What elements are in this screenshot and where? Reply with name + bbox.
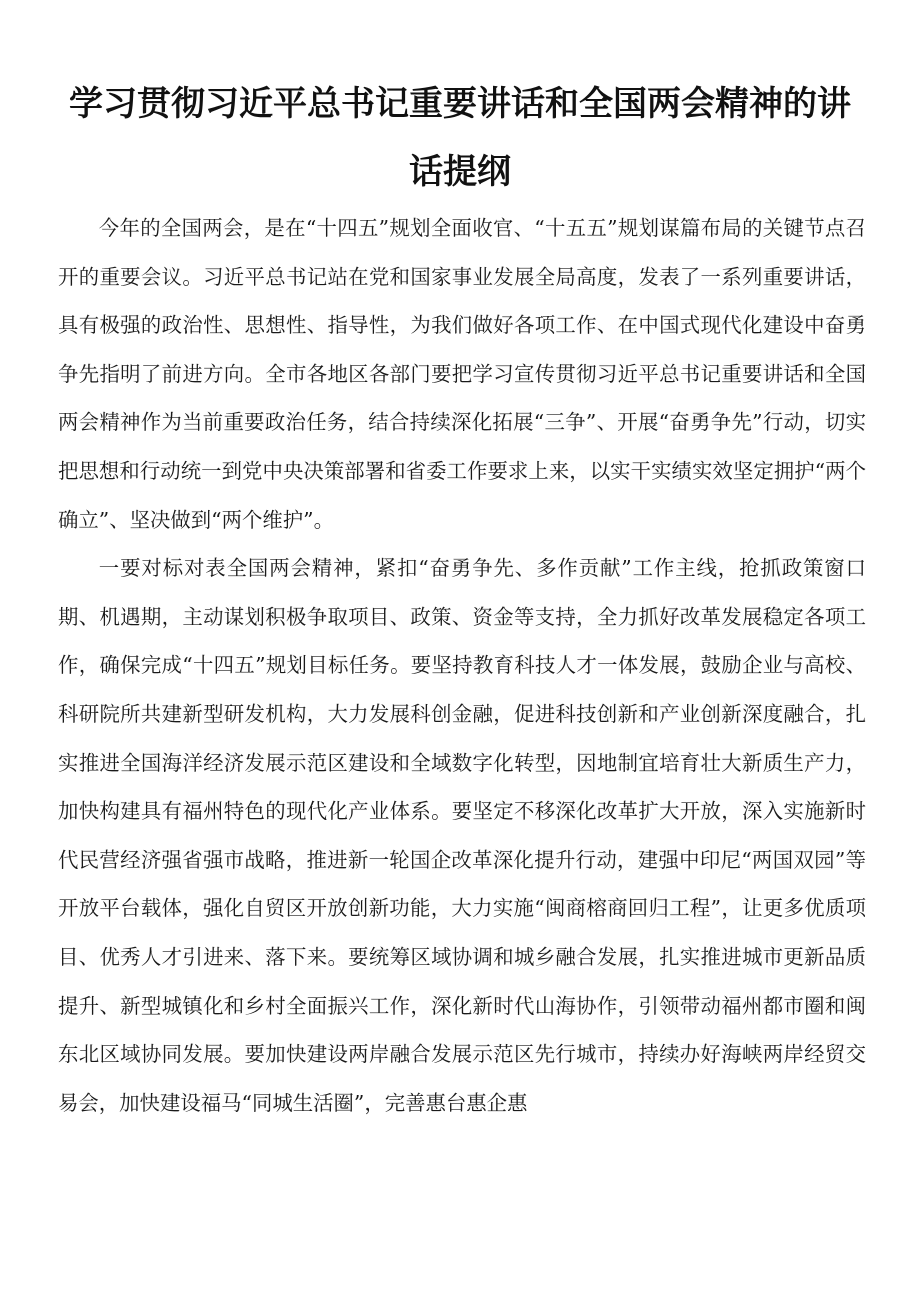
paragraph-intro: 今年的全国两会，是在“十四五”规划全面收官、“十五五”规划谋篇布局的关键节点召开的重要会议。习近平总书记站在党和国家事业发展全局高度，发表了一系列重要讲话，具有极强的政治性、思想性、指导性，为我们做好各项工作、在中国式现代化建设中奋勇争先指明了前进方向。全市各地区各部门要把学习宣传贯彻习近平总书记重要讲话和全国两会精神作为当前重要政治任务，结合持续深化拓展“三争”、开展“奋勇争先”行动，切实把思想和行动统一到党中央决策部署和省委工作要求上来，以实干实绩实效坚定拥护“两个确立”、坚决做到“两个维护”。 [58, 216, 866, 532]
document-title: 学习贯彻习近平总书记重要讲话和全国两会精神的讲话提纲 [69, 84, 851, 192]
document-body [58, 204, 866, 1127]
paragraph-point-one: 一要对标对表全国两会精神，紧扣“奋勇争先、多作贡献”工作主线，抢抓政策窗口期、机遇期，主动谋划积极争取项目、政策、资金等支持，全力抓好改革发展稳定各项工作，确保完成“十四五”规划目标任务。要坚持教育科技人才一体发展，鼓励企业与高校、科研院所共建新型研发机构，大力发展科创金融，促进科技创新和产业创新深度融合，扎实推进全国海洋经济发展示范区建设和全域数字化转型，因地制宜培育壮大新质生产力，加快构建具有福州特色的现代化产业体系。要坚定不移深化改革扩大开放，深入实施新时代民营经济强省强市战略，推进新一轮国企改革深化提升行动，建强中印尼“两国双园”等开放平台载体，强化自贸区开放创新功能，大力实施“闽商榕商回归工程”，让更多优质项目、优秀人才引进来、落下来。要统筹区域协调和城乡融合发展，扎实推进城市更新品质提升、新型城镇化和乡村全面振兴工作，深化新时代山海协作，引领带动福州都市圈和闽东北区域协同发展。要加快建设两岸融合发展示范区先行城市，持续办好海峡两岸经贸交易会，加快建设福马“同城生活圈”，完善惠台惠企惠 [58, 556, 866, 1115]
